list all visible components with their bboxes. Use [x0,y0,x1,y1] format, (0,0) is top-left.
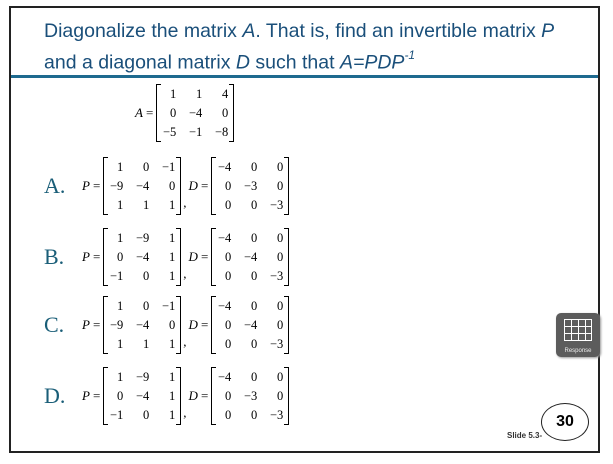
d-matrix-cell: 0 [251,231,258,245]
p-matrix-cell: 0 [143,408,150,422]
d-matrix-cell: 0 [225,250,232,264]
grid-icon [564,319,592,341]
d-var: D [188,317,198,332]
matrix-cell: 1 [196,87,203,101]
response-label: Response [564,348,592,354]
p-matrix-cell: 1 [169,337,176,351]
d-matrix-cell: 0 [251,370,258,384]
d-matrix-cell: −3 [243,179,258,193]
d-matrix-cell: −4 [217,299,232,313]
d-matrix-cell: −3 [269,337,284,351]
p-matrix-cell: 1 [117,337,124,351]
p-matrix-cell: 0 [117,250,124,264]
p-matrix-cell: 1 [117,370,124,384]
d-matrix-cell: 0 [251,299,258,313]
p-matrix-cell: 1 [117,160,124,174]
d-matrix-cell: −4 [217,370,232,384]
d-matrix-cell: −3 [269,198,284,212]
p-eq: = [92,249,101,264]
title-line-2: and a diagonal matrix D such that $A=PDP^{-1}$ [44,48,416,74]
p-matrix [103,157,181,215]
option-letter: A. [44,173,66,198]
d-matrix-cell: 0 [251,269,258,283]
option-b[interactable] [44,228,289,286]
option-d[interactable] [44,367,289,425]
p-matrix-cell: 0 [143,269,150,283]
matrix-cell: −1 [188,125,203,139]
comma: , [183,195,187,210]
p-matrix-cell: 1 [117,198,124,212]
given-matrix [156,84,234,142]
p-matrix-cell: 1 [117,231,124,245]
d-matrix-cell: 0 [277,250,284,264]
title-line-1: Diagonalize the matrix A. That is, find an invertible matrix P [44,20,555,42]
p-matrix-cell: −9 [109,179,124,193]
p-matrix-cell: −9 [135,370,150,384]
p-eq: = [92,178,101,193]
d-matrix-cell: 0 [225,408,232,422]
matrix-cell: −8 [214,125,229,139]
matrix-cell: 0 [170,106,177,120]
p-matrix-cell: 1 [169,250,176,264]
p-var: P [82,249,90,264]
d-matrix-cell: 0 [225,179,232,193]
d-eq: = [200,388,209,403]
p-matrix-cell: −1 [161,160,176,174]
p-matrix-cell: −4 [135,318,150,332]
d-var: D [188,249,198,264]
p-matrix-cell: −1 [109,269,124,283]
d-matrix-cell: −3 [269,269,284,283]
d-matrix-cell: 0 [251,337,258,351]
p-matrix-cell: −4 [135,389,150,403]
p-matrix-cell: −9 [109,318,124,332]
d-matrix-cell: 0 [277,318,284,332]
response-button[interactable] [556,313,600,357]
d-matrix [211,296,289,354]
d-matrix-cell: −3 [243,389,258,403]
p-var: P [82,388,90,403]
d-eq: = [200,317,209,332]
p-matrix-cell: 1 [169,231,176,245]
p-matrix-cell: 1 [117,299,124,313]
d-matrix-cell: 0 [277,160,284,174]
slide-label: Slide 5.3- [507,431,543,440]
p-matrix-cell: 1 [169,408,176,422]
p-matrix-cell: 1 [169,370,176,384]
p-matrix-cell: 0 [117,389,124,403]
p-matrix-cell: −1 [109,408,124,422]
p-matrix [103,228,181,286]
d-matrix-cell: −3 [269,408,284,422]
p-matrix [103,367,181,425]
p-matrix-cell: 1 [169,389,176,403]
comma: , [183,405,187,420]
matrix-cell: −5 [162,125,177,139]
d-matrix-cell: 0 [251,198,258,212]
p-matrix-cell: −1 [161,299,176,313]
d-matrix-cell: 0 [225,337,232,351]
p-matrix-cell: 0 [169,179,176,193]
p-matrix-cell: 0 [143,299,150,313]
p-matrix [103,296,181,354]
option-letter: B. [44,244,65,269]
d-matrix-cell: 0 [225,269,232,283]
d-var: D [188,178,198,193]
d-matrix [211,228,289,286]
option-letter: C. [44,312,65,337]
p-matrix-cell: 1 [143,337,150,351]
d-matrix-cell: 0 [225,198,232,212]
comma: , [183,266,187,281]
matrix-cell: −4 [188,106,203,120]
title-divider [11,75,598,78]
matrix-cell: 1 [170,87,177,101]
d-matrix-cell: 0 [277,179,284,193]
matrix-cell: 0 [222,106,229,120]
d-matrix-cell: 0 [277,299,284,313]
d-matrix-cell: −4 [217,231,232,245]
d-matrix-cell: 0 [251,160,258,174]
d-matrix-cell: 0 [277,370,284,384]
matrix-cell: 4 [222,87,229,101]
slide-title [44,18,584,76]
p-var: P [82,178,90,193]
d-eq: = [200,249,209,264]
p-matrix-cell: 0 [143,160,150,174]
d-matrix-cell: 0 [277,231,284,245]
p-matrix-cell: 1 [143,198,150,212]
p-matrix-cell: −4 [135,179,150,193]
p-matrix-cell: −4 [135,250,150,264]
d-matrix [211,157,289,215]
p-var: P [82,317,90,332]
d-matrix-cell: −4 [243,318,258,332]
given-eq: = [145,105,154,120]
given-var: A [135,105,143,120]
d-matrix-cell: 0 [251,408,258,422]
p-eq: = [92,317,101,332]
d-matrix-cell: 0 [225,318,232,332]
p-matrix-cell: 1 [169,269,176,283]
d-matrix-cell: 0 [225,389,232,403]
slide-number-badge: 30 [541,403,589,441]
p-eq: = [92,388,101,403]
d-eq: = [200,178,209,193]
d-matrix-cell: −4 [243,250,258,264]
d-var: D [188,388,198,403]
option-letter: D. [44,383,66,408]
comma: , [183,334,187,349]
given-matrix-row [135,84,234,142]
d-matrix [211,367,289,425]
option-a[interactable] [44,157,289,215]
d-matrix-cell: −4 [217,160,232,174]
d-matrix-cell: 0 [277,389,284,403]
p-matrix-cell: −9 [135,231,150,245]
option-c[interactable] [44,296,289,354]
p-matrix-cell: 0 [169,318,176,332]
p-matrix-cell: 1 [169,198,176,212]
